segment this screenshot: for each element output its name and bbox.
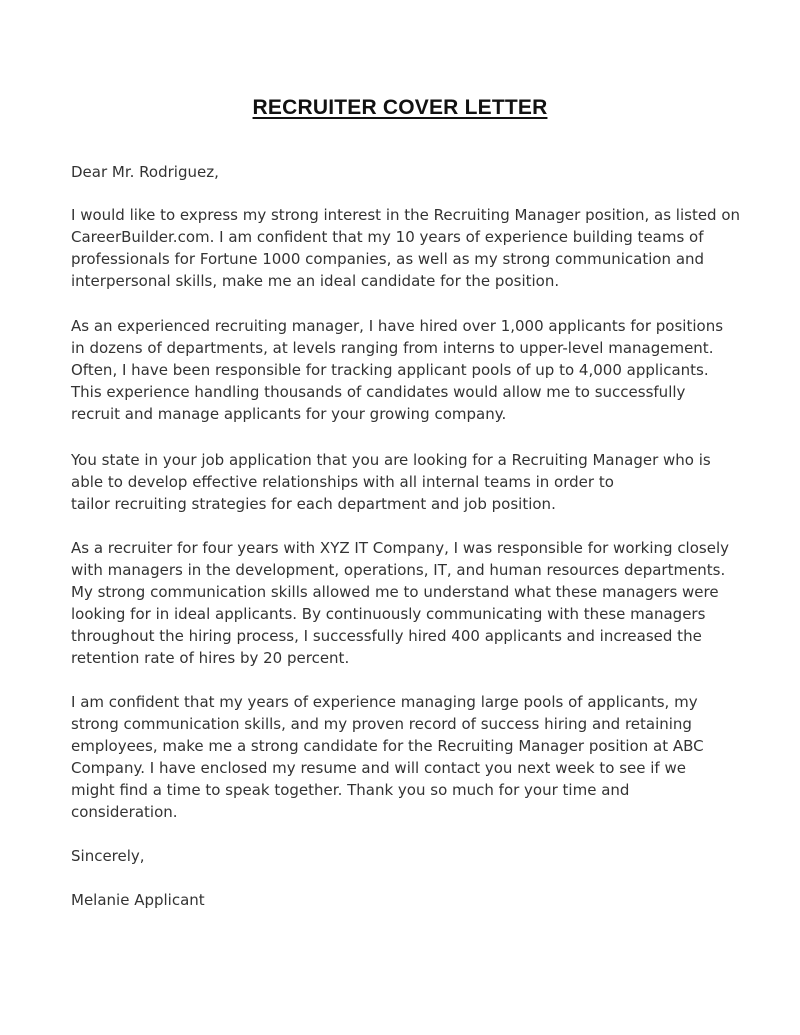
paragraph-2: [71, 315, 736, 425]
paragraph-line: This experience handling thousands of candidates would allow me to successfully: [71, 383, 686, 401]
paragraph-line: My strong communication skills allowed me to understand what these managers were: [71, 583, 719, 601]
paragraph-line: You state in your job application that you are looking for a Recruiting Manager who is: [71, 451, 711, 469]
letter-title: RECRUITER COVER LETTER: [252, 96, 548, 119]
paragraph-line: recruit and manage applicants for your growing company.: [71, 405, 507, 423]
paragraph-line: throughout the hiring process, I successfully hired 400 applicants and increased the: [71, 627, 702, 645]
paragraph-line: consideration.: [71, 803, 178, 821]
signature: Melanie Applicant: [71, 891, 205, 909]
paragraph-line: able to develop effective relationships with all internal teams in order to: [71, 473, 614, 491]
paragraph-1: [71, 204, 741, 292]
paragraph-line: in dozens of departments, at levels ranging from interns to upper-level management.: [71, 339, 714, 357]
paragraph-line: retention rate of hires by 20 percent.: [71, 649, 350, 667]
paragraph-line: professionals for Fortune 1000 companies, as well as my strong communication and: [71, 250, 705, 268]
paragraph-line: tailor recruiting strategies for each department and job position.: [71, 495, 556, 513]
greeting: Dear Mr. Rodriguez,: [71, 163, 219, 181]
paragraph-line: As an experienced recruiting manager, I have hired over 1,000 applicants for positions: [71, 317, 724, 335]
paragraph-line: interpersonal skills, make me an ideal candidate for the position.: [71, 272, 560, 290]
paragraph-line: I am confident that my years of experience managing large pools of applicants, my: [71, 693, 698, 711]
paragraph-line: Often, I have been responsible for tracking applicant pools of up to 4,000 applicants.: [71, 361, 709, 379]
paragraph-line: might find a time to speak together. Thank you so much for your time and: [71, 781, 630, 799]
paragraph-line: As a recruiter for four years with XYZ IT Company, I was responsible for working closely: [71, 539, 729, 557]
paragraph-3: [71, 449, 736, 515]
closing: Sincerely,: [71, 847, 145, 865]
paragraph-line: strong communication skills, and my proven record of success hiring and retaining: [71, 715, 692, 733]
paragraph-4: [71, 537, 736, 669]
paragraph-line: I would like to express my strong interest in the Recruiting Manager position, as listed on: [71, 206, 741, 224]
paragraph-5: [71, 691, 736, 823]
paragraph-line: employees, make me a strong candidate for the Recruiting Manager position at ABC: [71, 737, 704, 755]
paragraph-line: Company. I have enclosed my resume and will contact you next week to see if we: [71, 759, 686, 777]
paragraph-line: CareerBuilder.com. I am confident that my 10 years of experience building teams of: [71, 228, 704, 246]
paragraph-line: looking for in ideal applicants. By continuously communicating with these managers: [71, 605, 706, 623]
paragraph-line: with managers in the development, operations, IT, and human resources departments.: [71, 561, 726, 579]
